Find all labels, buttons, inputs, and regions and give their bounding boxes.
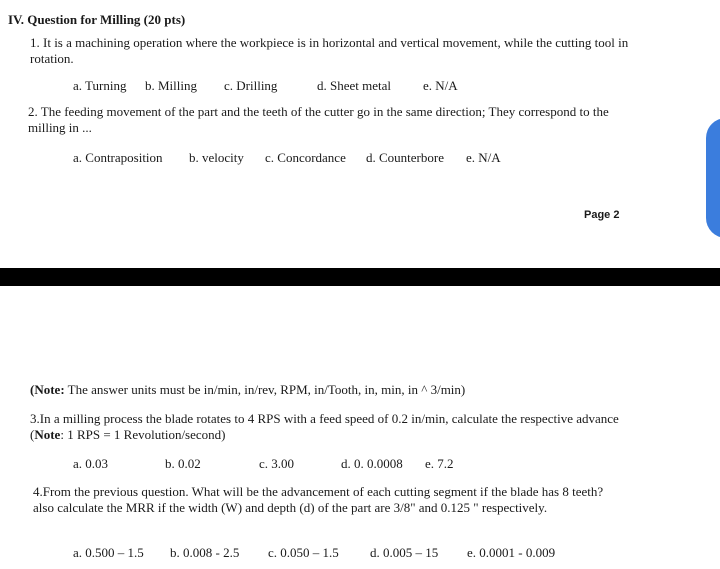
q3-note-label: Note [34, 427, 61, 442]
units-note [30, 382, 465, 398]
q1-option-e[interactable]: e. N/A [423, 78, 458, 93]
question-4-text: 4.From the previous question. What will be the advancement of each cutting segment if the blade has 8 teeth? also calculate the MRR if the width (W) and depth (d) of the part are 3/8" and 0.125 " respectively. [33, 484, 604, 515]
q4-option-d[interactable]: d. 0.005 – 15 [370, 545, 439, 560]
q1-option-c[interactable]: c. Drilling [224, 78, 278, 93]
q3-text-start: 3.In a milling process the blade rotates to 4 RPS with a feed speed of 0.2 in/min, calculate the respective advance ( [30, 411, 619, 442]
q3-option-d[interactable]: d. 0. 0.0008 [341, 456, 403, 471]
q3-option-e[interactable]: e. 7.2 [425, 456, 454, 471]
q2-option-d[interactable]: d. Counterbore [366, 150, 444, 165]
q4-option-b[interactable]: b. 0.008 - 2.5 [170, 545, 240, 560]
page-number: Page 2 [584, 209, 620, 221]
question-3-text [30, 411, 630, 443]
q2-option-a[interactable]: a. Contraposition [73, 150, 163, 165]
units-note-label: (Note: [30, 382, 65, 397]
q1-option-b[interactable]: b. Milling [145, 78, 198, 93]
q1-option-a[interactable]: a. Turning [73, 78, 127, 93]
question-1-text: 1. It is a machining operation where the workpiece is in horizontal and vertical movement, while the cutting tool in rotation. [30, 35, 629, 66]
q1-option-d[interactable]: d. Sheet metal [317, 78, 392, 93]
scroll-handle[interactable] [706, 118, 720, 238]
q2-option-c[interactable]: c. Concordance [265, 150, 346, 165]
q4-option-e[interactable]: e. 0.0001 - 0.009 [467, 545, 556, 560]
q3-option-a[interactable]: a. 0.03 [73, 456, 109, 471]
q2-option-b[interactable]: b. velocity [189, 150, 244, 165]
section-title: IV. Question for Milling (20 pts) [8, 12, 186, 27]
q4-option-c[interactable]: c. 0.050 – 1.5 [268, 545, 339, 560]
q3-option-c[interactable]: c. 3.00 [259, 456, 295, 471]
units-note-text: The answer units must be in/min, in/rev, RPM, in/Tooth, in, min, in ^ 3/min) [64, 382, 466, 397]
q2-option-e[interactable]: e. N/A [466, 150, 501, 165]
q4-option-a[interactable]: a. 0.500 – 1.5 [73, 545, 144, 560]
q3-text-end: : 1 RPS = 1 Revolution/second) [60, 427, 226, 442]
q3-option-b[interactable]: b. 0.02 [165, 456, 201, 471]
question-2-text: 2. The feeding movement of the part and the teeth of the cutter go in the same direction; They correspond to the milling in ... [28, 104, 609, 135]
page-divider [0, 268, 720, 286]
